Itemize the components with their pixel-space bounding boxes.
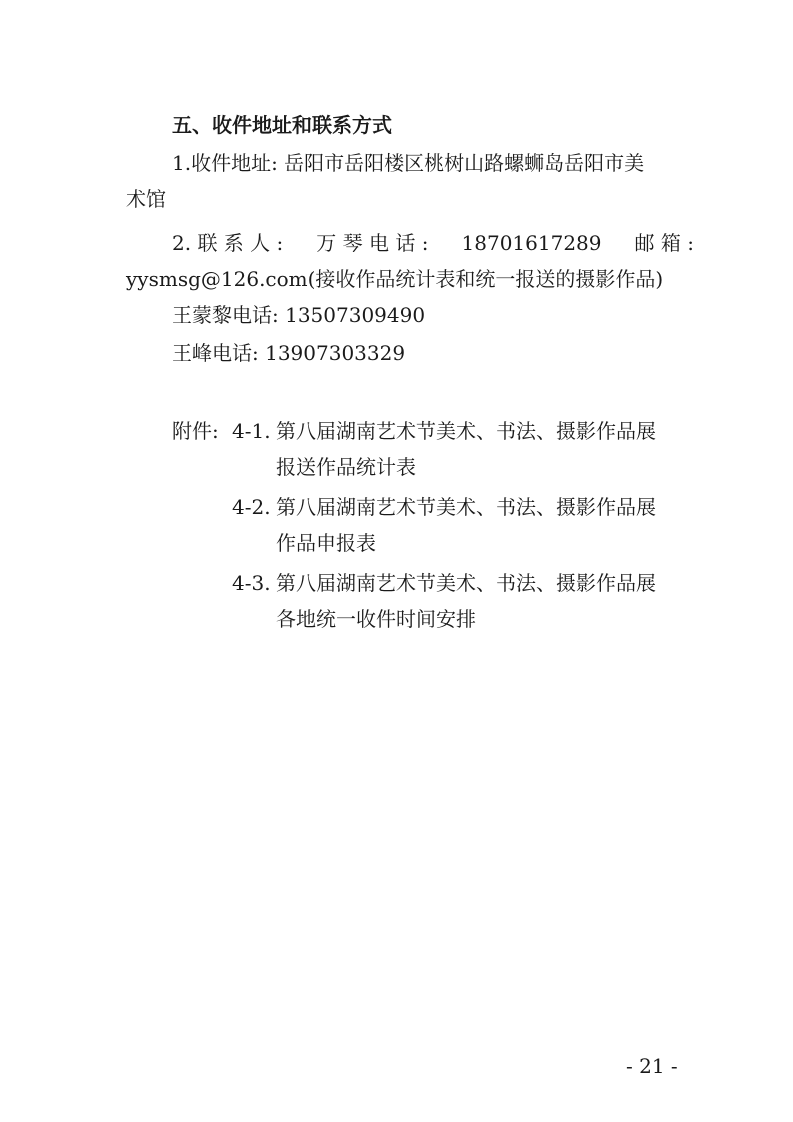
contact-line-1 <box>172 230 694 256</box>
contact-phone-number: 18701617289 <box>461 231 602 255</box>
contact-email-line: yysmsg@126.com(接收作品统计表和统一报送的摄影作品) <box>126 267 664 291</box>
contact-person-label: 2. 联 系 人 : <box>172 231 284 255</box>
contact-line-4: 王峰电话: 13907303329 <box>172 341 406 365</box>
attachments-label: 附件: <box>172 419 219 443</box>
attachment-3-title: 第八届湖南艺术节美术、书法、摄影作品展 <box>276 571 656 595</box>
page-number: - 21 - <box>626 1054 678 1078</box>
attachment-2-number: 4-2. <box>232 495 271 519</box>
contact-email-label: 邮 箱 : <box>634 231 694 255</box>
attachment-1-title-cont: 报送作品统计表 <box>276 455 416 479</box>
attachment-2-title: 第八届湖南艺术节美术、书法、摄影作品展 <box>276 495 656 519</box>
attachment-1-number: 4-1. <box>232 419 271 443</box>
contact-phone-label: 万 琴 电 话 : <box>316 231 429 255</box>
attachment-3-number: 4-3. <box>232 571 271 595</box>
attachment-2-title-cont: 作品申报表 <box>276 531 376 555</box>
address-line-2: 术馆 <box>126 187 166 211</box>
contact-line-3: 王蒙黎电话: 13507309490 <box>172 303 426 327</box>
attachment-1-title: 第八届湖南艺术节美术、书法、摄影作品展 <box>276 419 656 443</box>
address-line-1: 1.收件地址: 岳阳市岳阳楼区桃树山路螺蛳岛岳阳市美 <box>172 151 645 175</box>
section-heading: 五、收件地址和联系方式 <box>172 113 392 137</box>
attachment-3-title-cont: 各地统一收件时间安排 <box>276 607 476 631</box>
